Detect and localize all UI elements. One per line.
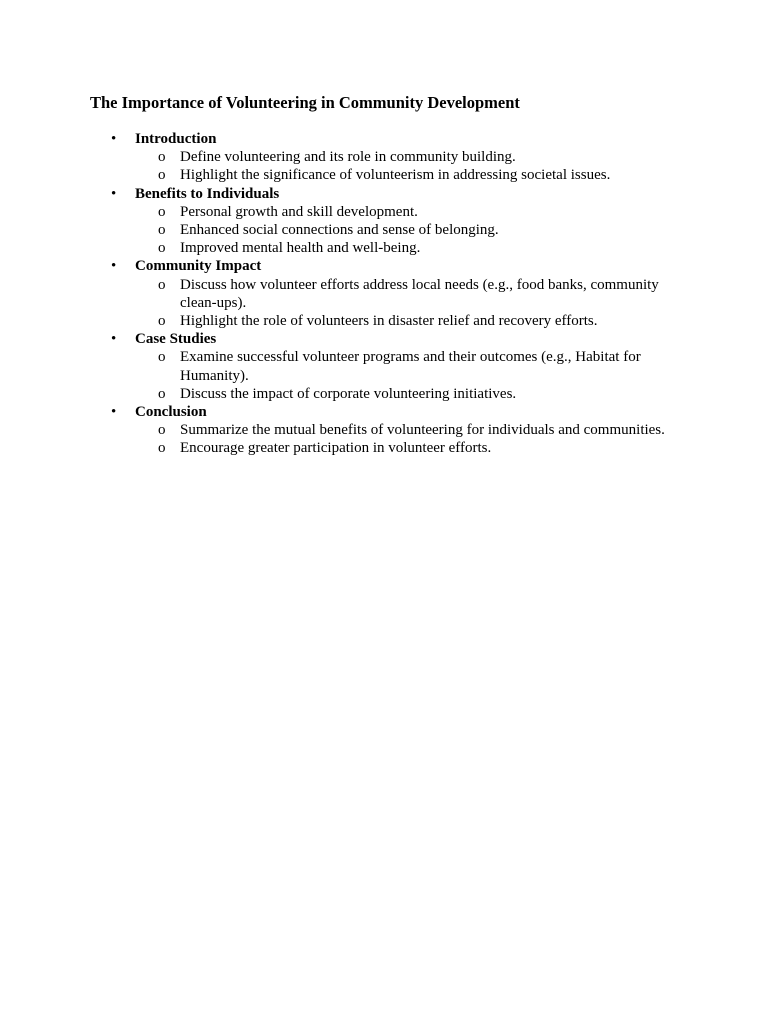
sub-list [0, 348, 768, 403]
outline-section [0, 257, 768, 330]
bullet-icon: • [111, 185, 117, 202]
list-item-text: Encourage greater participation in volunteer efforts. [180, 440, 492, 457]
list-item-text: Improved mental health and well-being. [180, 240, 421, 257]
bullet-icon: • [111, 331, 117, 348]
bullet-icon: • [111, 258, 117, 275]
sub-bullet-icon: o [158, 240, 166, 257]
sub-bullet-icon: o [158, 167, 166, 184]
list-item [0, 166, 768, 184]
list-item-text: Discuss the impact of corporate volunteering initiatives. [180, 385, 517, 402]
list-item-text: Highlight the role of volunteers in disaster relief and recovery efforts. [180, 313, 598, 330]
list-item-text: Define volunteering and its role in community building. [180, 149, 516, 166]
list-item-text: Enhanced social connections and sense of belonging. [180, 222, 499, 239]
sub-bullet-icon: o [158, 349, 166, 366]
sub-list [0, 276, 768, 331]
section-heading: Case Studies [135, 331, 217, 348]
list-item-text: Discuss how volunteer efforts address local needs (e.g., food banks, community clean-ups). [180, 276, 659, 311]
sub-bullet-icon: o [158, 440, 166, 457]
outline-section [0, 403, 768, 458]
list-item [0, 221, 768, 239]
sub-bullet-icon: o [158, 149, 166, 166]
section-heading: Community Impact [135, 258, 262, 275]
document-title: The Importance of Volunteering in Community Development [90, 93, 520, 112]
list-item [0, 385, 768, 403]
list-item-text: Examine successful volunteer programs and their outcomes (e.g., Habitat for Humanity). [180, 349, 641, 384]
sub-bullet-icon: o [158, 203, 166, 220]
section-heading: Introduction [135, 131, 217, 147]
list-item [0, 148, 768, 166]
section-heading: Conclusion [135, 404, 207, 421]
list-item-text: Highlight the significance of volunteerism in addressing societal issues. [180, 167, 611, 184]
list-item [0, 239, 768, 257]
bullet-icon: • [111, 404, 117, 421]
sub-list [0, 203, 768, 258]
list-item-text: Personal growth and skill development. [180, 203, 418, 220]
list-item [0, 439, 768, 457]
section-heading: Benefits to Individuals [135, 185, 280, 202]
list-item [0, 421, 768, 439]
outline-section [0, 185, 768, 258]
outline-section [0, 330, 768, 403]
list-item [0, 312, 768, 330]
list-item [0, 203, 768, 221]
list-item [0, 276, 768, 312]
bullet-icon: • [111, 131, 117, 147]
outline-section [0, 130, 768, 185]
sub-bullet-icon: o [158, 422, 166, 439]
sub-bullet-icon: o [158, 276, 166, 293]
sub-bullet-icon: o [158, 385, 166, 402]
sub-bullet-icon: o [158, 222, 166, 239]
sub-bullet-icon: o [158, 313, 166, 330]
sub-list [0, 148, 768, 184]
list-item [0, 348, 768, 384]
sub-list [0, 421, 768, 457]
list-item-text: Summarize the mutual benefits of volunteering for individuals and communities. [180, 422, 665, 439]
outline-list [0, 130, 768, 458]
